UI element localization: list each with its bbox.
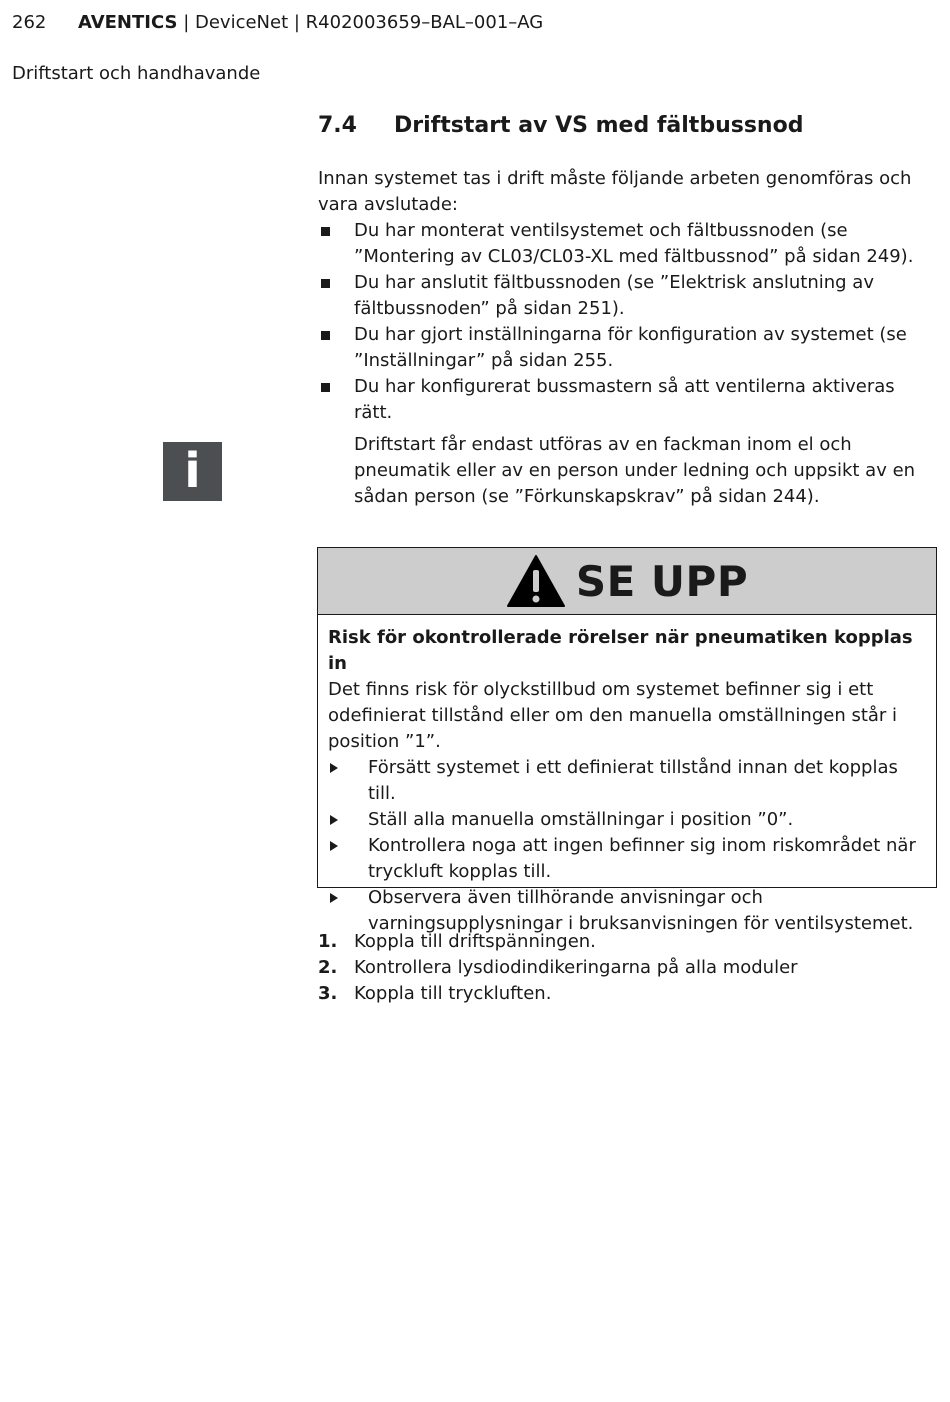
list-item: 3. Koppla till tryckluften. [318, 983, 552, 1004]
page-header [12, 12, 543, 33]
section-title [318, 113, 803, 138]
triangle-bullet-icon [330, 893, 338, 903]
intro-text: Innan systemet tas i drift måste följande arbeten genomföras och vara avslutade: [318, 168, 912, 215]
info-note: Driftstart får endast utföras av en fackman inom el och pneumatik eller av en person under ledning och uppsikt av en sådan person (se ”Förkunskapskrav” på sidan 244). [354, 434, 916, 507]
list-item: Observera även tillhörande anvisningar och varningsupplysningar i bruksanvisningen för ventilsystemet. [328, 885, 926, 937]
list-item: Ställ alla manuella omställningar i position ”0”. [328, 807, 926, 833]
warning-header [318, 548, 936, 615]
square-bullet-icon [321, 331, 330, 340]
section-label: Driftstart och handhavande [12, 63, 261, 84]
square-bullet-icon [321, 279, 330, 288]
warning-triangle-icon [506, 554, 566, 608]
square-bullet-icon [321, 227, 330, 236]
warning-action-list [328, 755, 926, 937]
section-title-text: Driftstart av VS med fältbussnod [394, 113, 804, 138]
list-item: Du har monterat ventilsystemet och fältbussnoden (se ”Montering av CL03/CL03-XL med fältbussnod” på sidan 249). [318, 218, 938, 270]
doc-info: | DeviceNet | R402003659–BAL–001–AG [177, 12, 544, 33]
list-item: Försätt systemet i ett definierat tillstånd innan det kopplas till. [328, 755, 926, 807]
triangle-bullet-icon [330, 763, 338, 773]
square-bullet-icon [321, 383, 330, 392]
steps-list [318, 929, 938, 1007]
triangle-bullet-icon [330, 815, 338, 825]
list-item: Du har gjort inställningarna för konfiguration av systemet (se ”Inställningar” på sidan 255. [318, 322, 938, 374]
list-item: 1. Koppla till driftspänningen. [318, 931, 596, 952]
info-icon: i [163, 442, 222, 501]
triangle-bullet-icon [330, 841, 338, 851]
intro-block [318, 166, 938, 426]
warning-label: SE UPP [575, 556, 749, 606]
list-item: Du har konfigurerat bussmastern så att ventilerna aktiveras rätt. [318, 374, 938, 426]
warning-box [317, 547, 937, 934]
list-item: 2. Kontrollera lysdiodindikeringarna på alla moduler [318, 957, 798, 978]
prerequisite-list [318, 218, 938, 426]
brand-name: AVENTICS [78, 12, 178, 33]
page-number: 262 [12, 12, 47, 33]
section-number: 7.4 [318, 113, 357, 138]
list-item: Du har anslutit fältbussnoden (se ”Elektrisk anslutning av fältbussnoden” på sidan 251). [318, 270, 938, 322]
warning-text: Det finns risk för olyckstillbud om systemet befinner sig i ett odefinierat tillstånd eller om den manuella omställningen står i position ”1”. [328, 679, 898, 752]
list-item: Kontrollera noga att ingen befinner sig inom riskområdet när tryckluft kopplas till. [328, 833, 926, 885]
warning-body [318, 615, 936, 937]
warning-title: Risk för okontrollerade rörelser när pneumatiken kopplas in [328, 627, 913, 674]
